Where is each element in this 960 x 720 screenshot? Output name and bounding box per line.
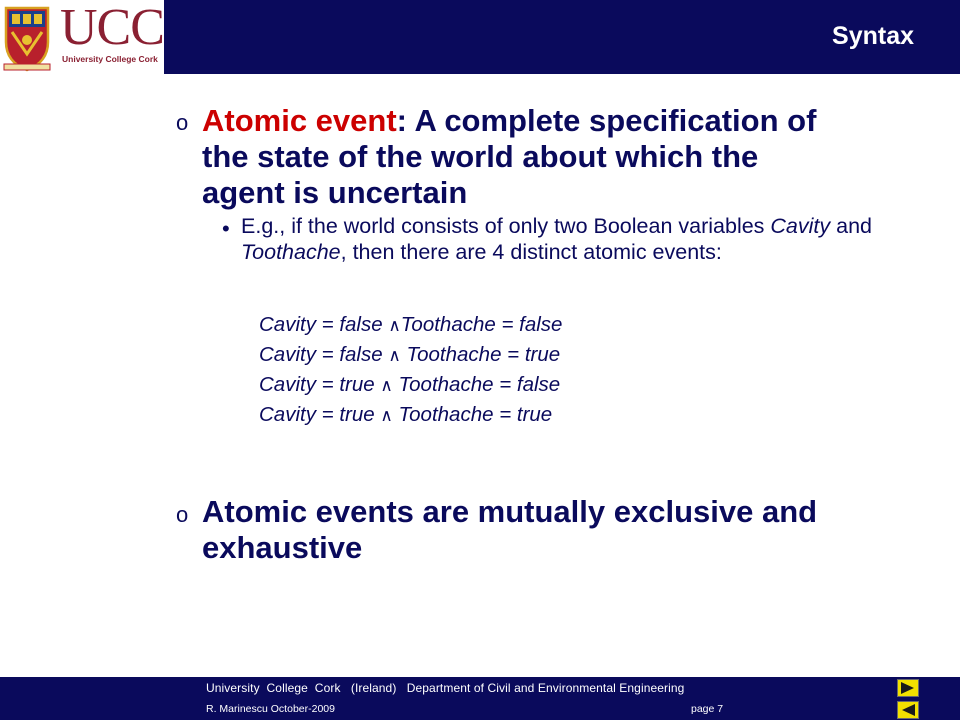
formula-line — [259, 402, 552, 429]
formula-left: Cavity = true — [259, 403, 375, 426]
formula-right: Toothache = false — [398, 373, 561, 396]
next-slide-icon — [898, 680, 918, 696]
formula-line — [259, 342, 560, 369]
bullet1-line3: agent is uncertain — [202, 175, 468, 210]
example-mid: and — [830, 214, 872, 238]
footer-department: University College Cork (Ireland) Department of Civil and Environmental Engineering — [206, 681, 685, 695]
footer-author: R. Marinescu October-2009 — [206, 703, 335, 715]
next-slide-button[interactable] — [897, 679, 919, 697]
bullet-mutually-exclusive — [202, 494, 952, 566]
ucc-crest-icon — [2, 2, 52, 72]
bullet-atomic-event — [202, 103, 952, 211]
and-operator: ∧ — [380, 376, 393, 395]
formula-left: Cavity = true — [259, 373, 375, 396]
term-separator: : — [396, 103, 415, 138]
and-operator: ∧ — [380, 406, 393, 425]
var-toothache: Toothache — [241, 240, 341, 264]
previous-slide-icon — [898, 702, 918, 718]
term-atomic-event: Atomic event — [202, 103, 397, 138]
bullet2-line2: exhaustive — [202, 530, 363, 565]
previous-slide-button[interactable] — [897, 701, 919, 719]
header-bar — [0, 0, 960, 74]
bullet1-line1: A complete specification of — [414, 103, 817, 138]
formula-line — [259, 312, 562, 339]
formula-left: Cavity = false — [259, 343, 383, 366]
var-cavity: Cavity — [770, 214, 831, 238]
slide-title: Syntax — [832, 22, 914, 50]
and-operator: ∧ — [388, 316, 401, 335]
bullet-marker: o — [176, 502, 189, 527]
logo-text: UCC — [60, 0, 164, 56]
and-operator: ∧ — [388, 346, 401, 365]
sub-bullet-example — [241, 213, 946, 265]
bullet2-line1: Atomic events are mutually exclusive and — [202, 494, 818, 529]
formula-line — [259, 372, 560, 399]
sub-bullet-marker: • — [222, 216, 230, 241]
footer-bar — [0, 677, 960, 720]
bullet-marker: o — [176, 110, 189, 135]
bullet1-line2: the state of the world about which the — [202, 139, 759, 174]
formula-left: Cavity = false — [259, 313, 383, 336]
footer-page-number: page 7 — [691, 703, 724, 715]
logo-subtitle: University College Cork — [62, 54, 158, 64]
example-suffix: , then there are 4 distinct atomic events: — [340, 240, 722, 264]
formula-right: Toothache = false — [400, 313, 563, 336]
example-prefix: E.g., if the world consists of only two Boolean variables — [241, 214, 771, 238]
formula-right: Toothache = true — [406, 343, 561, 366]
ucc-logo — [0, 0, 166, 74]
formula-right: Toothache = true — [398, 403, 553, 426]
